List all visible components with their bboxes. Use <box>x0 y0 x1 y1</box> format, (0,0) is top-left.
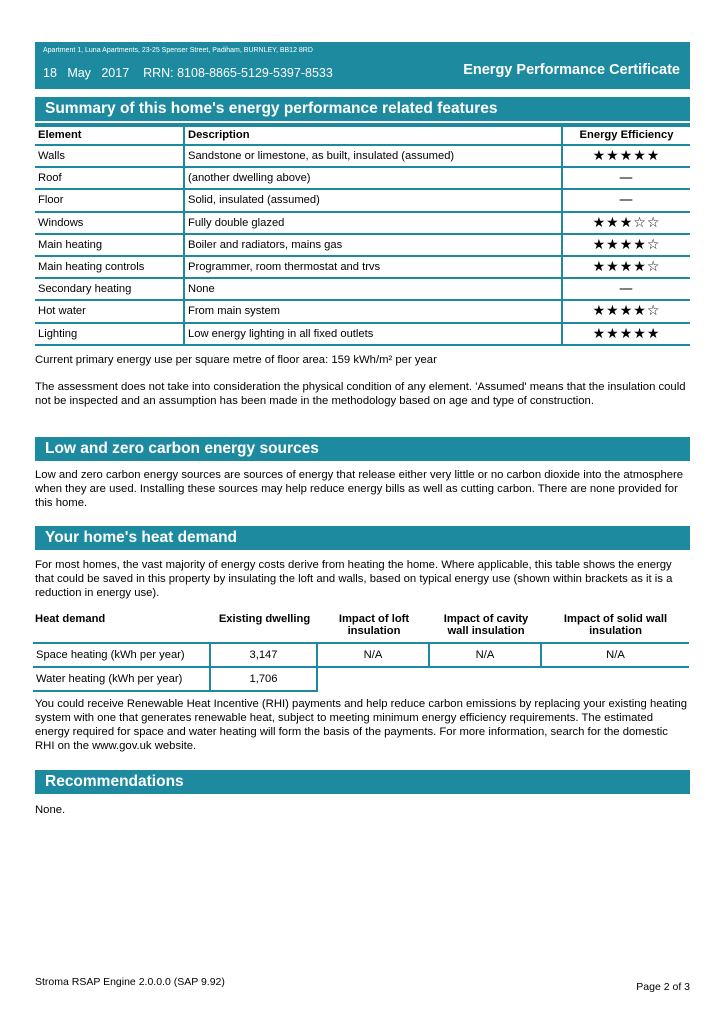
table-row <box>33 644 689 668</box>
description-cell: Sandstone or limestone, as built, insulated (assumed) <box>185 146 563 168</box>
table-row <box>35 257 690 279</box>
space-heating-cavity: N/A <box>430 644 542 668</box>
element-cell: Roof <box>35 168 185 190</box>
star-rating: ★★★★☆ <box>563 257 690 279</box>
space-heating-loft: N/A <box>318 644 430 668</box>
empty-cell <box>430 668 542 692</box>
empty-cell <box>318 668 430 692</box>
empty-cell <box>542 668 689 692</box>
star-rating: ★★★★★ <box>563 324 690 346</box>
rhi-text: You could receive Renewable Heat Incentive (RHI) payments and help reduce carbon emissions by replacing your existing heating system with one that generates renewable heat, subject to meeting minimum energy efficiency requirements. The estimated energy required for space and water heating will form the basis of the payments. For more information, search for the domestic RHI on the www.gov.uk website. <box>35 698 688 752</box>
rrn-number: RRN: 8108-8865-5129-5397-8533 <box>143 66 333 80</box>
date-rrn-line <box>43 66 333 80</box>
low-carbon-heading: Low and zero carbon energy sources <box>35 437 690 461</box>
table-row <box>35 168 690 190</box>
column-header-description: Description <box>185 125 563 146</box>
table-row <box>35 235 690 257</box>
element-cell: Lighting <box>35 324 185 346</box>
certificate-header <box>35 42 690 89</box>
water-heating-label: Water heating (kWh per year) <box>33 668 211 692</box>
features-header-row <box>35 125 690 146</box>
engine-version: Stroma RSAP Engine 2.0.0.0 (SAP 9.92) <box>35 976 225 988</box>
star-rating: — <box>563 190 690 212</box>
description-cell: Solid, insulated (assumed) <box>185 190 563 212</box>
description-cell: Programmer, room thermostat and trvs <box>185 257 563 279</box>
column-header-cavity-wall-insulation: Impact of cavity wall insulation <box>430 611 542 644</box>
certificate-date: 18 May 2017 <box>43 66 130 80</box>
table-row <box>35 190 690 212</box>
star-rating: ★★★★☆ <box>563 235 690 257</box>
recommendations-heading: Recommendations <box>35 770 690 794</box>
water-heating-existing: 1,706 <box>211 668 318 692</box>
column-header-energy-efficiency: Energy Efficiency <box>563 125 690 146</box>
table-row <box>35 279 690 301</box>
table-row <box>33 668 689 692</box>
element-cell: Floor <box>35 190 185 212</box>
column-header-loft-insulation: Impact of loft insulation <box>318 611 430 644</box>
page-number: Page 2 of 3 <box>636 981 690 993</box>
star-rating: ★★★★★ <box>563 146 690 168</box>
description-cell: None <box>185 279 563 301</box>
certificate-title: Energy Performance Certificate <box>463 62 680 78</box>
element-cell: Main heating controls <box>35 257 185 279</box>
heat-header-row <box>33 611 689 644</box>
column-header-existing-dwelling: Existing dwelling <box>211 611 318 644</box>
column-header-solid-wall-insulation: Impact of solid wall insulation <box>542 611 689 644</box>
element-cell: Walls <box>35 146 185 168</box>
element-cell: Main heating <box>35 235 185 257</box>
description-cell: (another dwelling above) <box>185 168 563 190</box>
table-row <box>35 213 690 235</box>
star-rating: ★★★☆☆ <box>563 213 690 235</box>
primary-energy-use: Current primary energy use per square metre of floor area: 159 kWh/m² per year <box>35 354 437 366</box>
space-heating-label: Space heating (kWh per year) <box>33 644 211 668</box>
features-table <box>35 125 690 346</box>
star-rating: — <box>563 279 690 301</box>
column-header-heat-demand: Heat demand <box>33 611 211 644</box>
space-heating-solid: N/A <box>542 644 689 668</box>
summary-heading: Summary of this home's energy performance related features <box>35 97 690 121</box>
low-carbon-text: Low and zero carbon energy sources are sources of energy that release either very little or no carbon dioxide into the atmosphere when they are used. Installing these sources may help reduce energy bills as well as cutting carbon. There are none provided for this home. <box>35 469 684 509</box>
heat-demand-table <box>33 611 689 692</box>
description-cell: Boiler and radiators, mains gas <box>185 235 563 257</box>
assessment-note: The assessment does not take into consideration the physical condition of any element. 'Assumed' means that the insulation could not be inspected and an assumption has been made in the methodology based on age and type of construction. <box>35 381 686 407</box>
element-cell: Hot water <box>35 301 185 323</box>
element-cell: Windows <box>35 213 185 235</box>
description-cell: From main system <box>185 301 563 323</box>
table-row <box>35 146 690 168</box>
star-rating: — <box>563 168 690 190</box>
table-top-rule <box>35 123 690 127</box>
table-row <box>35 301 690 323</box>
property-address: Apartment 1, Luna Apartments, 23-25 Spenser Street, Padiham, BURNLEY, BB12 8RD <box>43 47 313 54</box>
description-cell: Low energy lighting in all fixed outlets <box>185 324 563 346</box>
recommendations-text: None. <box>35 804 66 816</box>
element-cell: Secondary heating <box>35 279 185 301</box>
heat-demand-heading: Your home's heat demand <box>35 526 690 550</box>
space-heating-existing: 3,147 <box>211 644 318 668</box>
heat-demand-intro: For most homes, the vast majority of energy costs derive from heating the home. Where applicable, this table shows the energy that could be saved in this property by insulating the loft and walls, based on typical energy use (shown within brackets as it is a reduction in energy use). <box>35 559 673 599</box>
description-cell: Fully double glazed <box>185 213 563 235</box>
column-header-element: Element <box>35 125 185 146</box>
star-rating: ★★★★☆ <box>563 301 690 323</box>
table-row <box>35 324 690 346</box>
